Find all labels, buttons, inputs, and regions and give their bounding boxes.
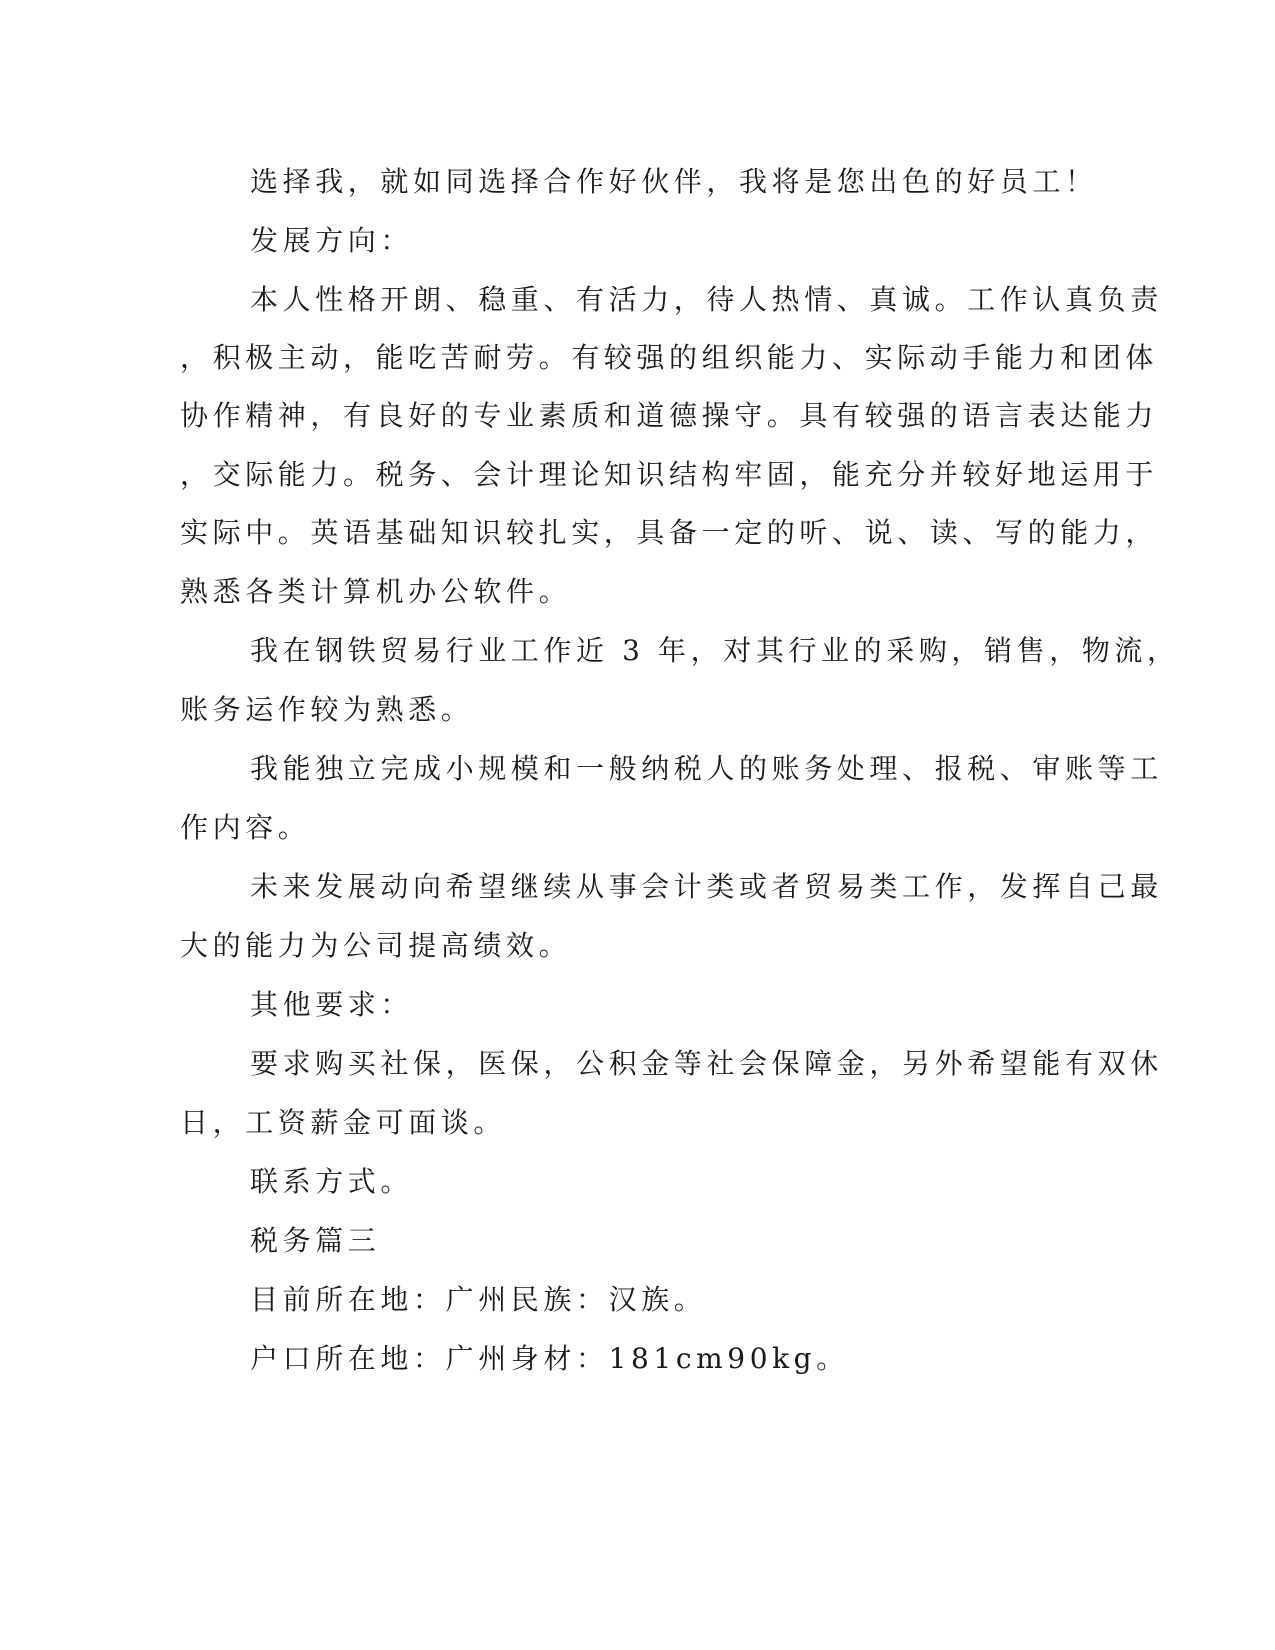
paragraph-personality-line: ，交际能力。税务、会计理论知识结构牢固，能充分并较好地运用于: [180, 458, 1159, 491]
paragraph-closing-line: 选择我，就如同选择合作好伙伴，我将是您出色的好员工！: [250, 165, 1098, 198]
paragraph-requirements-line: 要求购买社保，医保，公积金等社会保障金，另外希望能有双休: [250, 1047, 1163, 1080]
paragraph-personality-line: 实际中。英语基础知识较扎实，具备一定的听、说、读、写的能力，: [180, 516, 1159, 549]
paragraph-personality-line: 本人性格开朗、稳重、有活力，待人热情、真诚。工作认真负责: [250, 283, 1163, 316]
paragraph-experience-line: 我在钢铁贸易行业工作近 3 年，对其行业的采购，销售，物流，: [250, 634, 1180, 667]
section-title: 税务篇三: [250, 1224, 381, 1257]
paragraph-experience-line: 账务运作较为熟悉。: [180, 693, 474, 726]
paragraph-skills-line: 作内容。: [180, 811, 311, 844]
paragraph-personality-line: ，积极主动，能吃苦耐劳。有较强的组织能力、实际动手能力和团体: [180, 341, 1159, 374]
paragraph-skills-line: 我能独立完成小规模和一般纳税人的账务处理、报税、审账等工: [250, 752, 1163, 785]
paragraph-future-line: 未来发展动向希望继续从事会计类或者贸易类工作，发挥自己最: [250, 870, 1163, 903]
heading-other-requirements: 其他要求：: [250, 988, 414, 1021]
paragraph-personality-line: 熟悉各类计算机办公软件。: [180, 575, 572, 608]
info-location-ethnicity: 目前所在地：广州民族：汉族。: [250, 1283, 707, 1316]
info-hukou-build: 户口所在地：广州身材：181cm90kg。: [250, 1342, 849, 1375]
heading-development-direction: 发展方向：: [250, 224, 414, 257]
paragraph-future-line: 大的能力为公司提高绩效。: [180, 929, 572, 962]
paragraph-personality-line: 协作精神，有良好的专业素质和道德操守。具有较强的语言表达能力: [180, 399, 1159, 432]
paragraph-requirements-line: 日，工资薪金可面谈。: [180, 1106, 507, 1139]
heading-contact: 联系方式。: [250, 1165, 414, 1198]
